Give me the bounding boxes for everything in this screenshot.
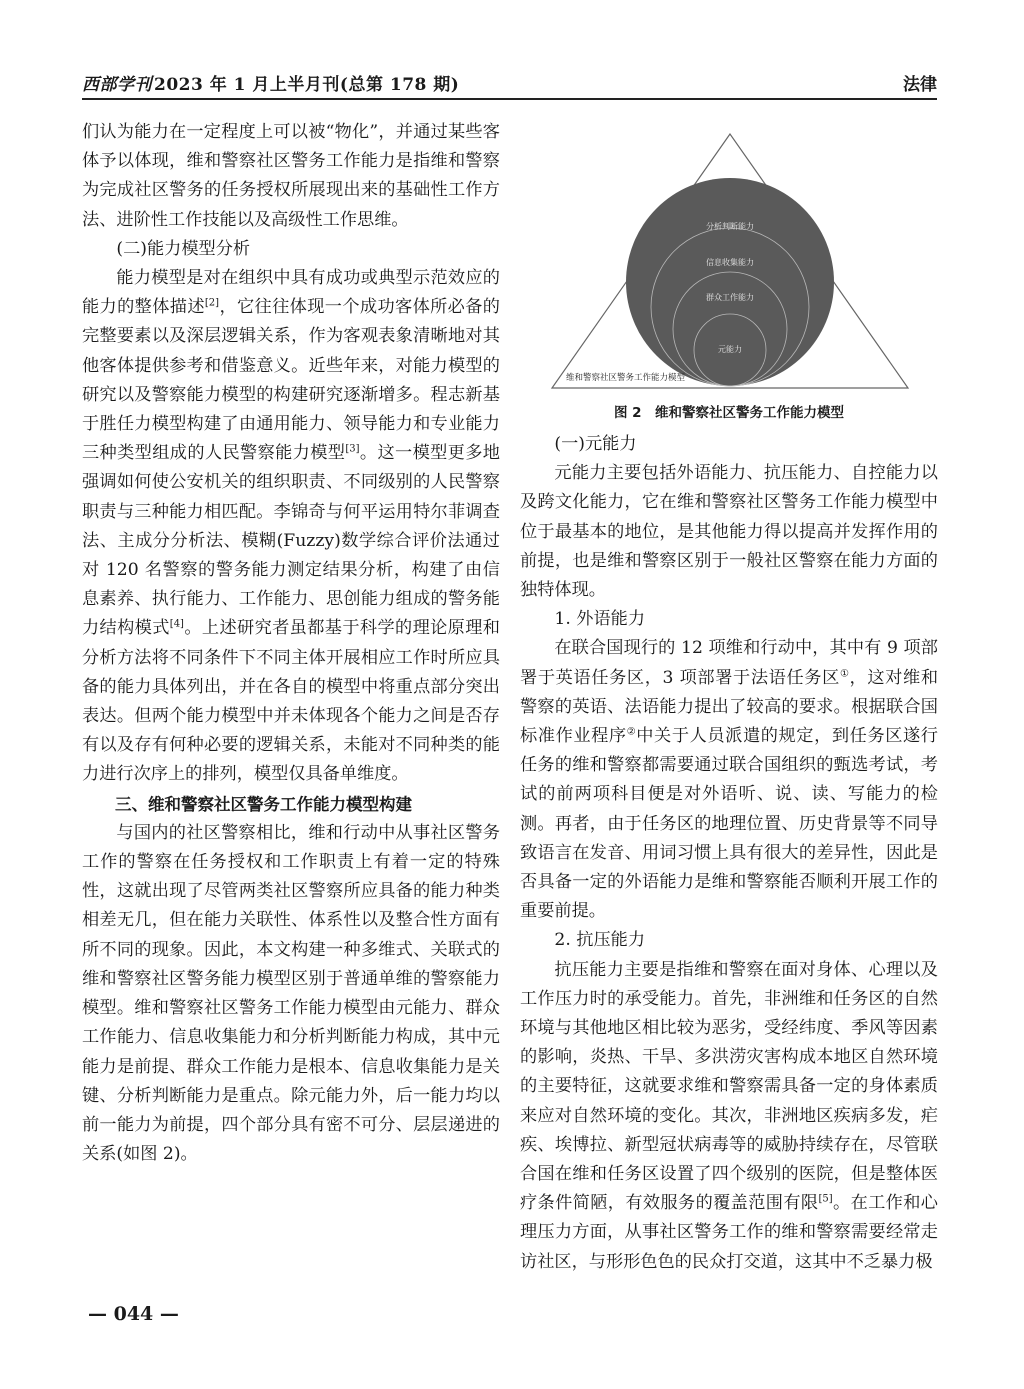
subsection-heading: (一)元能力 bbox=[554, 434, 637, 454]
footnote-marker: ② bbox=[626, 726, 637, 738]
label-analysis: 分析判断能力 bbox=[706, 222, 754, 231]
citation: [3] bbox=[345, 443, 360, 455]
paragraph: 在联合国现行的 12 项维和行动中，其中有 9 项部署于英语任务区，3 项部署于法语任务区①，这对维和警察的英语、法语能力提出了较高的要求。根据联合国标准作业程序②中关于人员派遣的规定，到任务区遂行任务的维和警察都需要通过联合国组织的甄选考试，考试的前两项科目便是对外语听、说、读、写能力的检测。再者，由于任务区的地理位置、历史背景等不同导致语言在发音、用词习惯上具有很大的差异性，因此是否具备一定的外语能力是维和警察能否顺利开展工作的重要前提。 bbox=[520, 638, 939, 922]
paragraph: 与国内的社区警察相比，维和行动中从事社区警务工作的警察在任务授权和工作职责上有着一定的特殊性，这就出现了尽管两类社区警察所应具备的能力种类相差无几，但在能力关联性、体系性以及整合性方面有所不同的现象。因此，本文构建一种多维式、关联式的维和警察社区警务能力模型区别于普通单维的警察能力模型。维和警察社区警务工作能力模型由元能力、群众工作能力、信息收集能力和分析判断能力构成，其中元能力是前提、群众工作能力是根本、信息收集能力是关键、分析判断能力是重点。除元能力外，后一能力均以前一能力为前提，四个部分具有密不可分、层层递进的关系(如图 2)。 bbox=[82, 822, 500, 1165]
label-info: 信息收集能力 bbox=[706, 258, 754, 267]
page-header bbox=[82, 70, 937, 104]
section-label: 法律 bbox=[903, 75, 937, 95]
subsection-heading: (二)能力模型分析 bbox=[116, 238, 251, 259]
figure-base-label: 维和警察社区警务工作能力模型 bbox=[566, 373, 686, 383]
ability-model-figure bbox=[548, 130, 912, 395]
figure-caption: 图 2 维和警察社区警务工作能力模型 bbox=[613, 405, 845, 421]
label-mass-work: 群众工作能力 bbox=[706, 293, 754, 302]
citation: [5] bbox=[818, 1193, 833, 1205]
subsection-heading: 2. 抗压能力 bbox=[554, 930, 646, 951]
journal-logo: 西部学刊 bbox=[82, 75, 152, 95]
label-meta: 元能力 bbox=[718, 345, 742, 354]
section-heading: 三、维和警察社区警务工作能力模型构建 bbox=[115, 794, 412, 814]
paragraph: 抗压能力主要是指维和警察在面对身体、心理以及工作压力时的承受能力。首先，非洲维和任务区的自然环境与其他地区相比较为恶劣，受经纬度、季风等因素的影响，炎热、干旱、多洪涝灾害构成本地区自然环境的主要特征，这就要求维和警察需具备一定的身体素质来应对自然环境的变化。其次，非洲地区疾病多发，疟疾、埃博拉、新型冠状病毒等的威胁持续存在，尽管联合国在维和任务区设置了四个级别的医院，但是整体医疗条件简陋，有效服务的覆盖范围有限[5]。在工作和心理压力方面，从事社区警务工作的维和警察需要经常走访社区，与形形色色的民众打交道，这其中不乏暴力极 bbox=[520, 959, 938, 1272]
page-number: — 044 — bbox=[88, 1303, 179, 1325]
journal-issue: 2023 年 1 月上半月刊(总第 178 期) bbox=[154, 75, 460, 95]
paragraph: 能力模型是对在组织中具有成功或典型示范效应的能力的整体描述[2]，它往往体现一个成功客体所必备的完整要素以及深层逻辑关系，作为客观表象清晰地对其他客体提供参考和借鉴意义。近些年来，对能力模型的研究以及警察能力模型的构建研究逐渐增多。程志新基于胜任力模型构建了由通用能力、领导能力和专业能力三种类型组成的人民警察能力模型[3]。这一模型更多地强调如何使公安机关的组织职责、不同级别的人民警察职责与三种能力相匹配。李锦奇与何平运用特尔菲调查法、主成分分析法、模糊(Fuzzy)数学综合评价法通过对 120 名警察的警务能力测定结果分析，构建了由信息素养、执行能力、工作能力、思创能力组成的警务能力结构模式[4]。上述研究者虽都基于科学的理论原理和分析方法将不同条件下不同主体开展相应工作时所应具备的能力具体列出，并在各自的模型中将重点部分突出表达。但两个能力模型中并未体现各个能力之间是否存有以及存有何种必要的逻辑关系，未能对不同种类的能力进行次序上的排列，模型仅具备单维度。 bbox=[82, 268, 500, 785]
subsection-heading: 1. 外语能力 bbox=[554, 609, 646, 630]
footnote-marker: ① bbox=[839, 667, 850, 679]
circle-analysis bbox=[626, 178, 834, 386]
pyramid-diagram bbox=[548, 130, 912, 395]
journal-title bbox=[82, 70, 459, 95]
paragraph: 们认为能力在一定程度上可以被“物化”，并通过某些客体予以体现，维和警察社区警务工作能力是指维和警察为完成社区警务的任务授权所展现出来的基础性工作方法、进阶性工作技能以及高级性工作思维。 bbox=[82, 122, 500, 230]
citation: [2] bbox=[204, 297, 220, 309]
left-column bbox=[82, 118, 500, 1169]
header-rule bbox=[82, 98, 937, 100]
paragraph: 元能力主要包括外语能力、抗压能力、自控能力以及跨文化能力，它在维和警察社区警务工作能力模型中位于最基本的地位，是其他能力得以提高并发挥作用的前提，也是维和警察区别于一般社区警察在能力方面的独特体现。 bbox=[520, 463, 938, 601]
right-column bbox=[520, 430, 938, 1277]
citation: [4] bbox=[169, 618, 184, 630]
